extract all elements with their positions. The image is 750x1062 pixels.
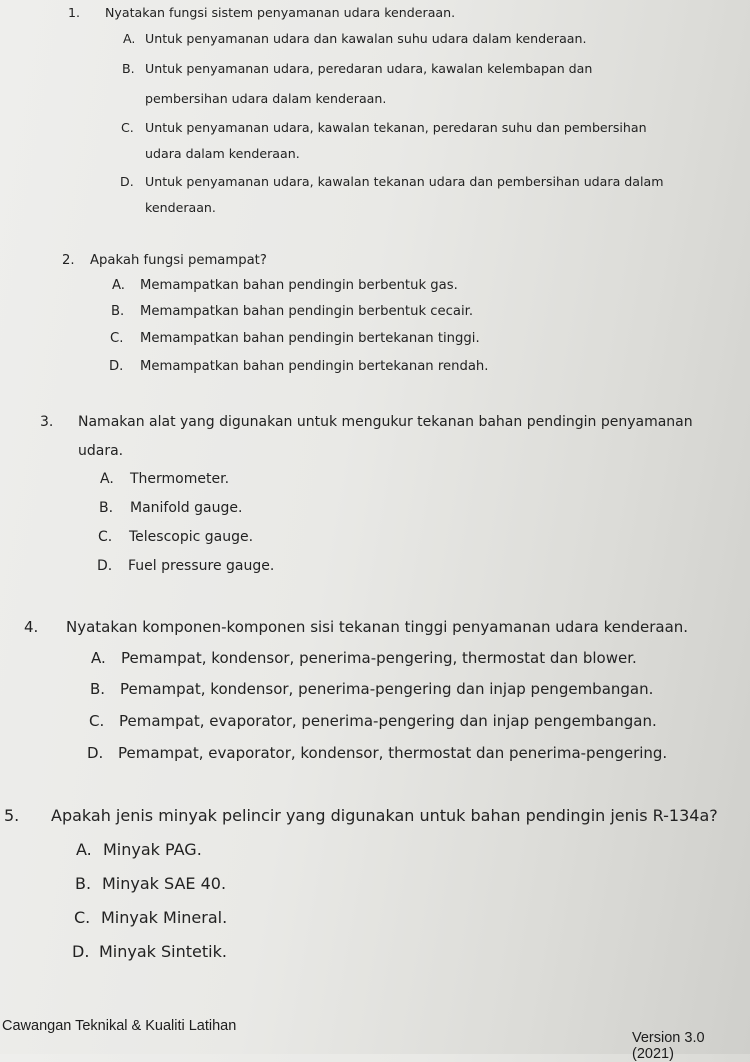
- question-text: Apakah jenis minyak pelincir yang digunakan untuk bahan pendingin jenis R-134a?: [51, 806, 718, 825]
- question-number: 5.: [4, 806, 20, 825]
- footer-version: Version 3.0 (2021): [632, 1030, 705, 1062]
- option-text-a: Untuk penyamanan udara dan kawalan suhu udara dalam kenderaan.: [145, 31, 587, 46]
- option-letter-d: D.: [97, 558, 113, 574]
- option-letter-b: B.: [99, 500, 114, 516]
- option-text-b: Memampatkan bahan pendingin berbentuk cecair.: [140, 304, 474, 319]
- option-letter-d: D.: [109, 359, 124, 374]
- option-text-b: Untuk penyamanan udara, peredaran udara, kawalan kelembapan dan: [145, 61, 593, 76]
- option-letter-a: A.: [76, 840, 92, 859]
- question-number: 4.: [24, 618, 39, 636]
- option-letter-c: C.: [89, 712, 105, 730]
- option-text-a: Minyak PAG.: [103, 840, 202, 859]
- option-text-d: Minyak Sintetik.: [99, 942, 227, 961]
- option-letter-c: C.: [121, 120, 134, 135]
- option-text-a: Pemampat, kondensor, penerima-pengering, thermostat dan blower.: [121, 649, 637, 667]
- option-text-c: Telescopic gauge.: [129, 529, 254, 545]
- option-text-d: Pemampat, evaporator, kondensor, thermostat dan penerima-pengering.: [118, 744, 668, 762]
- option-text-d: Memampatkan bahan pendingin bertekanan rendah.: [140, 359, 489, 374]
- option-letter-a: A.: [91, 649, 106, 667]
- option-letter-b: B.: [122, 61, 135, 76]
- option-letter-c: C.: [74, 908, 91, 927]
- option-letter-b: B.: [75, 874, 92, 893]
- option-text-b: Manifold gauge.: [130, 500, 243, 516]
- option-letter-c: C.: [98, 529, 113, 545]
- option-text-a: Thermometer.: [130, 471, 230, 487]
- option-text-d: Untuk penyamanan udara, kawalan tekanan udara dan pembersihan udara dalam: [145, 174, 664, 189]
- option-letter-a: A.: [123, 31, 136, 46]
- option-text-c: Minyak Mineral.: [101, 908, 228, 927]
- footer-organization: Cawangan Teknikal & Kualiti Latihan: [2, 1018, 237, 1034]
- option-text-c: Untuk penyamanan udara, kawalan tekanan, peredaran suhu dan pembersihan: [145, 120, 647, 135]
- option-text-c: Memampatkan bahan pendingin bertekanan tinggi.: [140, 331, 480, 346]
- option-text-b-cont: pembersihan udara dalam kenderaan.: [145, 91, 387, 106]
- question-number: 2.: [62, 253, 75, 268]
- option-text-b: Pemampat, kondensor, penerima-pengering dan injap pengembangan.: [120, 680, 654, 698]
- option-text-d: Fuel pressure gauge.: [128, 558, 275, 574]
- option-letter-b: B.: [90, 680, 106, 698]
- question-text: Namakan alat yang digunakan untuk mengukur tekanan bahan pendingin penyamanan: [78, 414, 693, 430]
- question-number: 1.: [68, 5, 81, 20]
- question-number: 3.: [40, 414, 54, 430]
- question-text: Nyatakan fungsi sistem penyamanan udara kenderaan.: [105, 5, 456, 20]
- option-text-d-cont: kenderaan.: [145, 200, 216, 215]
- option-letter-a: A.: [112, 278, 125, 293]
- option-letter-b: B.: [111, 304, 125, 319]
- option-letter-d: D.: [87, 744, 104, 762]
- option-text-c-cont: udara dalam kenderaan.: [145, 146, 300, 161]
- option-letter-d: D.: [72, 942, 90, 961]
- option-letter-a: A.: [100, 471, 114, 487]
- question-text: Nyatakan komponen-komponen sisi tekanan tinggi penyamanan udara kenderaan.: [66, 618, 689, 636]
- option-text-b: Minyak SAE 40.: [102, 874, 227, 893]
- question-text-cont: udara.: [78, 443, 124, 459]
- question-text: Apakah fungsi pemampat?: [90, 253, 267, 268]
- option-text-c: Pemampat, evaporator, penerima-pengering dan injap pengembangan.: [119, 712, 657, 730]
- option-letter-c: C.: [110, 331, 124, 346]
- option-text-a: Memampatkan bahan pendingin berbentuk gas.: [140, 278, 458, 293]
- option-letter-d: D.: [120, 174, 134, 189]
